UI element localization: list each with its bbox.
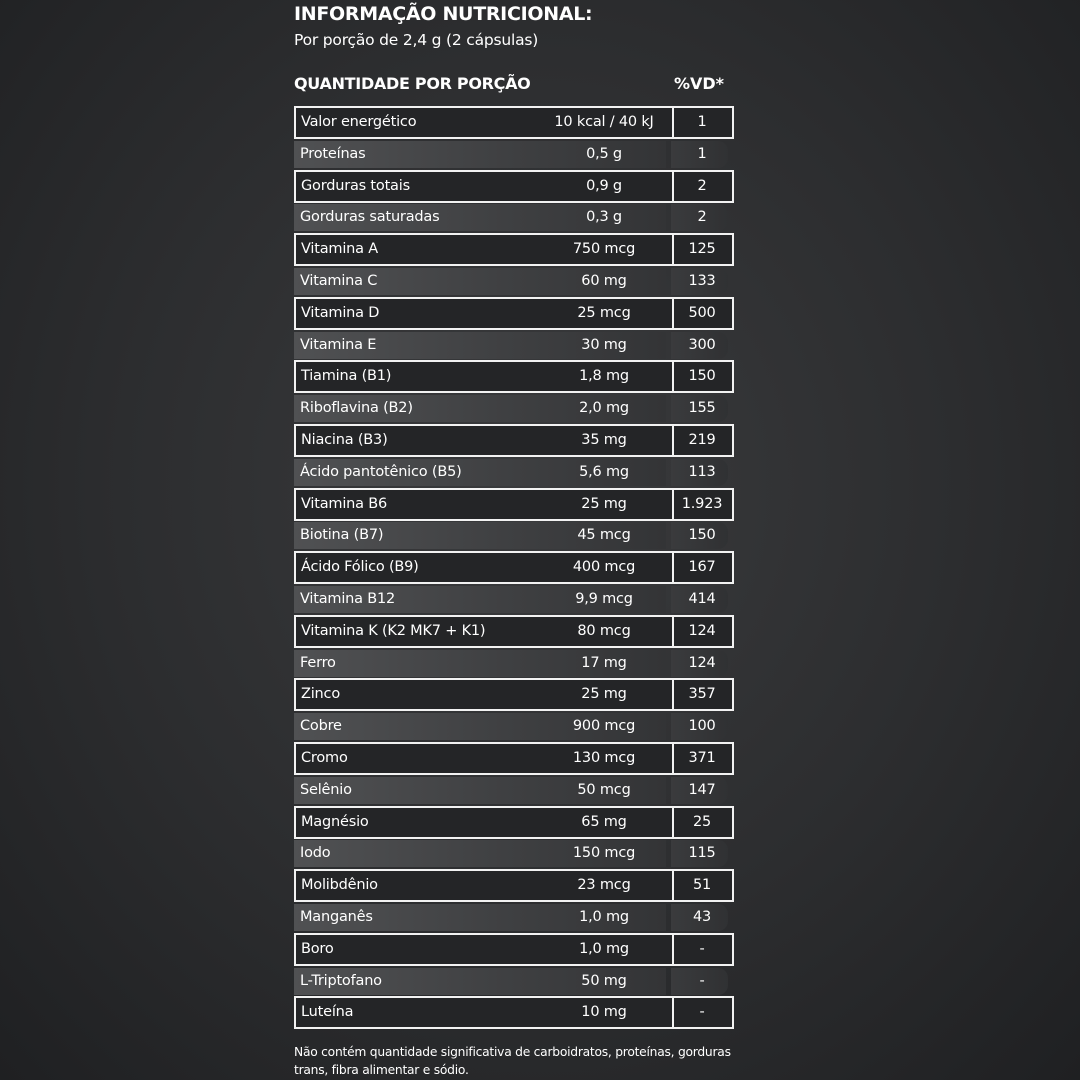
nutrient-amount: 1,0 mg: [579, 940, 629, 957]
nutrient-amount: 150 mcg: [572, 845, 636, 862]
nutrient-name: Magnésio: [301, 813, 369, 830]
table-header: [294, 74, 736, 98]
nutrient-amount: 9,9 mcg: [575, 591, 633, 607]
nutrient-name: Proteínas: [300, 145, 366, 162]
nutrient-amount: 2,0 mg: [579, 400, 629, 417]
nutrient-amount: 23 mcg: [577, 877, 631, 894]
nutrient-amount: 65 mg: [581, 813, 627, 830]
nutrient-name: Gorduras saturadas: [300, 209, 440, 226]
nutrient-daily-value: 414: [688, 591, 716, 607]
nutrient-daily-value: 125: [688, 241, 716, 258]
nutrient-daily-value: 124: [688, 654, 716, 671]
nutrient-amount: 900 mcg: [572, 718, 636, 735]
footnote-line-2: trans, fibra alimentar e sódio.: [294, 1063, 469, 1077]
table-row: [294, 806, 734, 839]
table-row: [294, 297, 734, 330]
table-row: [294, 968, 734, 995]
nutrient-daily-value: 150: [688, 368, 716, 385]
table-row: [294, 488, 734, 521]
nutrient-name: Zinco: [301, 686, 340, 703]
nutrient-amount: 25 mg: [581, 495, 627, 512]
nutrient-daily-value: 133: [688, 273, 716, 289]
nutrient-daily-value: 150: [688, 527, 716, 544]
nutrient-amount: 0,5 g: [586, 145, 622, 162]
nutrient-daily-value: 2: [697, 209, 707, 226]
nutrient-name: Gorduras totais: [301, 177, 410, 194]
nutrient-name: Vitamina B6: [301, 495, 388, 512]
nutrient-daily-value: 1: [697, 145, 707, 162]
nutrient-daily-value: 155: [688, 400, 716, 417]
nutrient-daily-value: 357: [688, 686, 716, 703]
nutrient-daily-value: 300: [688, 336, 716, 353]
nutrient-amount: 1,8 mg: [579, 368, 629, 385]
table-row: [294, 777, 734, 804]
nutrient-amount: 50 mg: [581, 972, 627, 989]
table-row: [294, 615, 734, 648]
nutrient-amount: 45 mcg: [577, 527, 631, 544]
nutrient-name: L-Triptofano: [300, 972, 382, 989]
nutrition-panel: [294, 0, 736, 1077]
nutrient-name: Ácido pantotênico (B5): [300, 463, 462, 480]
nutrient-amount: 80 mcg: [577, 622, 631, 639]
table-row: [294, 996, 734, 1029]
footnote-line-1: Não contém quantidade significativa de carboidratos, proteínas, gorduras: [294, 1045, 731, 1059]
table-row: [294, 360, 734, 393]
nutrient-name: Vitamina C: [300, 273, 378, 289]
table-row: [294, 522, 734, 549]
table-row: [294, 678, 734, 711]
nutrient-amount: 130 mcg: [572, 750, 636, 766]
nutrient-name: Cromo: [301, 750, 348, 766]
nutrient-name: Vitamina K (K2 MK7 + K1): [301, 622, 486, 639]
nutrient-amount: 10 kcal / 40 kJ: [554, 114, 654, 130]
table-row: [294, 424, 734, 457]
table-row: [294, 170, 734, 203]
nutrient-amount: 750 mcg: [572, 241, 636, 258]
nutrient-daily-value: 219: [688, 432, 716, 448]
nutrient-daily-value: 124: [688, 622, 716, 639]
header-quantity: QUANTIDADE POR PORÇÃO: [294, 74, 531, 93]
nutrient-amount: 0,3 g: [586, 209, 622, 226]
nutrient-name: Iodo: [300, 845, 331, 862]
nutrient-daily-value: 167: [688, 559, 716, 576]
table-row: [294, 650, 734, 677]
nutrient-amount: 50 mcg: [577, 781, 631, 798]
nutrient-amount: 25 mcg: [577, 304, 631, 321]
nutrient-daily-value: -: [699, 972, 705, 989]
table-row: [294, 106, 734, 139]
nutrient-amount: 25 mg: [581, 686, 627, 703]
nutrient-name: Niacina (B3): [301, 432, 388, 448]
nutrient-daily-value: 500: [688, 304, 716, 321]
nutrient-daily-value: 2: [697, 177, 707, 194]
nutrient-name: Vitamina E: [300, 336, 377, 353]
nutrient-name: Ácido Fólico (B9): [301, 559, 419, 576]
nutrient-name: Vitamina A: [301, 241, 378, 258]
table-row: [294, 904, 734, 931]
nutrient-daily-value: 1.923: [681, 495, 723, 512]
table-row: [294, 141, 734, 168]
nutrient-amount: 35 mg: [581, 432, 627, 448]
nutrient-name: Riboflavina (B2): [300, 400, 413, 417]
table-row: [294, 459, 734, 486]
nutrient-amount: 17 mg: [581, 654, 627, 671]
nutrient-amount: 30 mg: [581, 336, 627, 353]
serving-size: Por porção de 2,4 g (2 cápsulas): [294, 31, 539, 49]
table-row: [294, 840, 734, 867]
nutrient-name: Valor energético: [301, 114, 417, 130]
nutrient-daily-value: 1: [697, 114, 707, 130]
nutrient-name: Boro: [301, 940, 334, 957]
table-row: [294, 869, 734, 902]
nutrient-name: Manganês: [300, 909, 373, 925]
nutrient-amount: 60 mg: [581, 273, 627, 289]
page-title: INFORMAÇÃO NUTRICIONAL:: [294, 3, 593, 25]
nutrient-daily-value: 113: [688, 463, 716, 480]
nutrient-name: Molibdênio: [301, 877, 378, 894]
nutrient-daily-value: -: [699, 1004, 705, 1021]
header-daily-value: %VD*: [673, 74, 725, 93]
table-row: [294, 268, 734, 295]
nutrient-daily-value: 147: [688, 781, 716, 798]
nutrient-daily-value: -: [699, 940, 705, 957]
nutrient-name: Cobre: [300, 718, 342, 735]
nutrient-name: Ferro: [300, 654, 336, 671]
nutrient-amount: 400 mcg: [572, 559, 636, 576]
table-row: [294, 233, 734, 266]
table-row: [294, 204, 734, 231]
nutrient-amount: 1,0 mg: [579, 909, 629, 925]
nutrient-amount: 10 mg: [581, 1004, 627, 1021]
nutrient-name: Vitamina B12: [300, 591, 396, 607]
nutrient-daily-value: 25: [692, 813, 712, 830]
nutrient-name: Tiamina (B1): [301, 368, 392, 385]
table-row: [294, 713, 734, 740]
nutrient-name: Biotina (B7): [300, 527, 384, 544]
nutrient-name: Vitamina D: [301, 304, 380, 321]
table-row: [294, 933, 734, 966]
nutrient-name: Selênio: [300, 781, 352, 798]
table-row: [294, 742, 734, 775]
nutrient-amount: 5,6 mg: [579, 463, 629, 480]
table-row: [294, 332, 734, 359]
footnote: [294, 1043, 740, 1079]
nutrient-daily-value: 43: [692, 909, 712, 925]
table-row: [294, 395, 734, 422]
nutrient-daily-value: 100: [688, 718, 716, 735]
table-row: [294, 551, 734, 584]
nutrient-daily-value: 51: [692, 877, 712, 894]
table-row: [294, 586, 734, 613]
nutrient-amount: 0,9 g: [586, 177, 622, 194]
nutrient-name: Luteína: [301, 1004, 354, 1021]
nutrient-daily-value: 371: [688, 750, 716, 766]
nutrient-daily-value: 115: [688, 845, 716, 862]
